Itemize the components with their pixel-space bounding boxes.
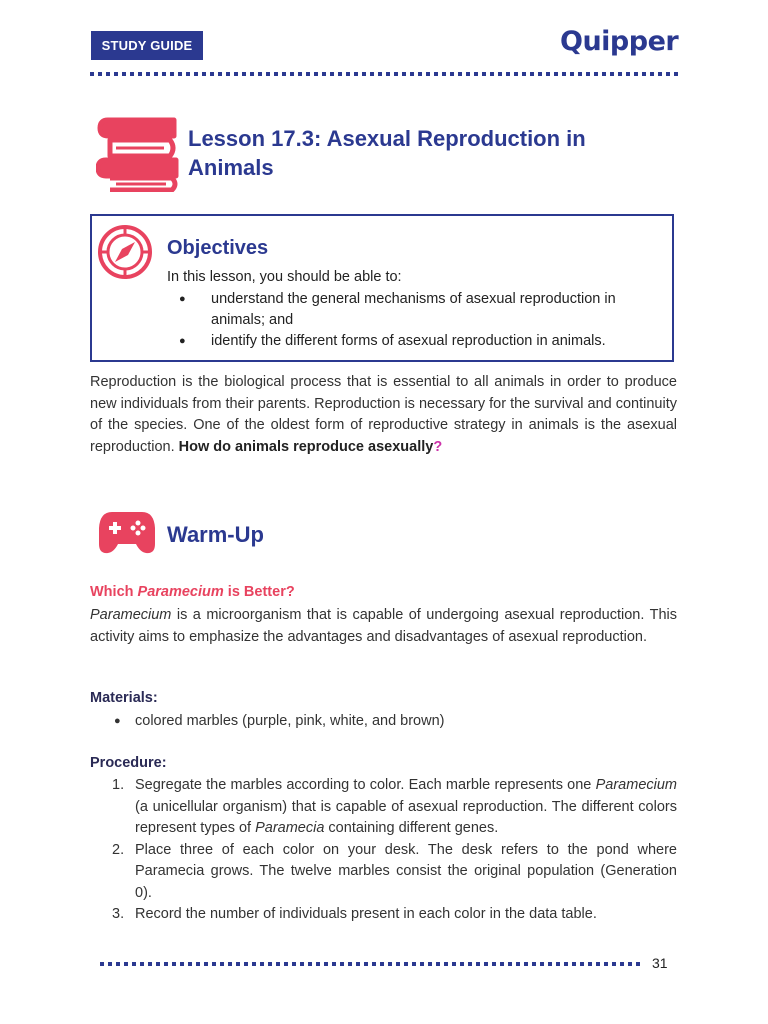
procedure-step-text: (a unicellular organism) that is capable of asexual reproduction. The different colors represent types of [135,798,677,836]
procedure-step-number: 2. [112,841,125,858]
procedure-list [90,775,677,926]
procedure-step [90,840,677,905]
procedure-step [90,904,677,926]
procedure-step-italic: Paramecia [255,820,325,836]
activity-title-post: is Better? [223,584,295,600]
procedure-step-text: Segregate the marbles according to color. Each marble represents one [135,777,596,793]
page-number: 31 [652,955,668,971]
intro-text: Reproduction is the biological process that is essential to all animals in order to produce new individuals from their parents. Reproduction is necessary for the survival and continuity of the species. One of the oldest form of reproductive strategy in animals is the asexual reproduction. [90,374,677,455]
activity-desc-text: is a microorganism that is capable of undergoing asexual reproduction. This activity aims to emphasize the advantages and disadvantages of asexual reproduction. [90,607,677,645]
procedure-heading: Procedure: [90,755,167,771]
objectives-intro: In this lesson, you should be able to: [167,269,402,285]
objectives-title: Objectives [167,237,269,259]
objectives-list [167,289,662,352]
procedure-step-number: 3. [112,906,125,922]
gamepad-icon [98,508,156,556]
study-guide-badge: STUDY GUIDE [91,31,203,60]
intro-question: How do animals reproduce asexually [178,438,434,455]
activity-title [90,584,295,600]
intro-question-mark: ? [433,438,443,455]
lesson-title: Lesson 17.3: Asexual Reproduction in Animals [188,126,586,180]
procedure-step-text: containing different genes. [324,820,499,836]
footer-divider [100,962,640,966]
procedure-step-italic: Paramecium [595,777,677,793]
procedure-step-number: 1. [112,777,125,793]
procedure-step-text: Place three of each color on your desk. The desk refers to the pond where Paramecia grows. The twelve marbles consist the original population (Generation 0). [135,841,677,901]
procedure-step-text: Record the number of individuals present in each color in the data table. [135,906,597,922]
materials-heading: Materials: [90,690,158,706]
material-item: ● colored marbles (purple, pink, white, and brown) [90,711,677,732]
activity-title-italic: Paramecium [137,584,224,600]
header-divider [90,72,680,76]
quipper-logo: Quipper [560,26,679,57]
compass-icon [97,224,153,280]
activity-desc-italic: Paramecium [90,607,172,623]
activity-description [90,605,677,648]
objective-item: ● identify the different forms of asexual reproduction in animals. [167,331,662,352]
objective-item: ● understand the general mechanisms of asexual reproduction in animals; and [167,289,662,331]
activity-title-pre: Which [90,584,138,600]
warmup-title: Warm-Up [167,522,264,547]
procedure-step [90,775,677,840]
intro-paragraph [90,372,677,458]
materials-list [90,711,677,732]
books-icon [96,112,180,192]
